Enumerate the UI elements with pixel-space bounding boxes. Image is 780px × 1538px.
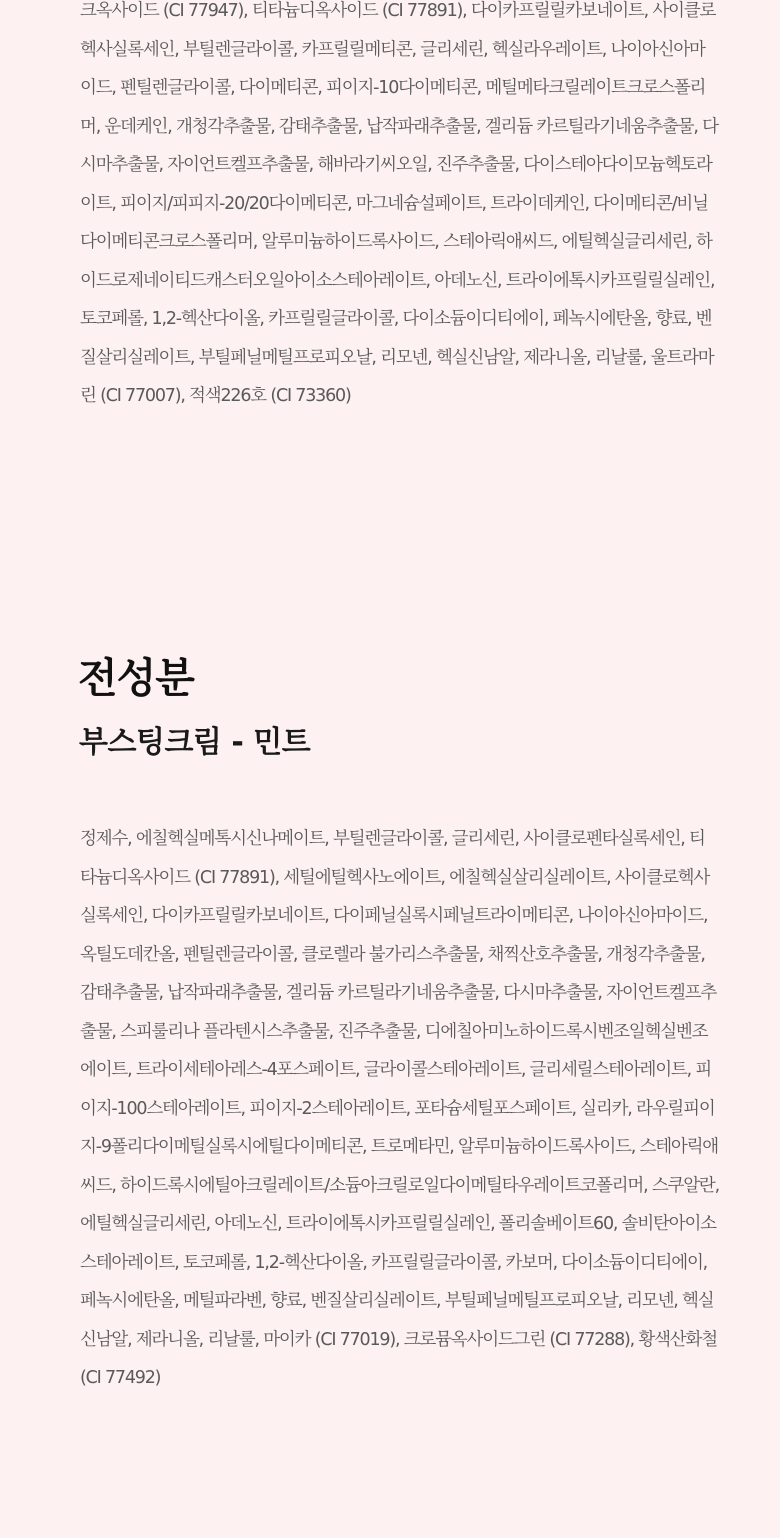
mint-cream-ingredients: 정제수, 에칠헥실메톡시신나메이트, 부틸렌글라이콜, 글리세린, 사이클로펜타실록세인, 티타늄디옥사이드 (CI 77891), 세틸에틸헥사노에이트, 에칠헥실살리실레이트, 사이클로헥사실록세인, 다이카프릴릴카보네이트, 다이페닐실록시페닐트라이메티콘, 나이아신아마이드, 옥틸도데칸올, 펜틸렌글라이콜, 클로렐라 불가리스추출물, 채찍산호추출물, 개청각추출물, 감태추출물, 납작파래추출물, 겔리듐 카르틸라기네움추출물, 다시마추출물, 자이언트켈프추출물, 스피룰리나 플라텐시스추출물, 진주추출물, 디에칠아미노하이드록시벤조일헥실벤조에이트, 트라이세테아레스-4포스페이트, 글라이콜스테아레이트, 글리세릴스테아레이트, 피이지-100스테아레이트, 피이지-2스테아레이트, 포타슘세틸포스페이트, 실리카, 라우릴피이지-9폴리다이메틸실록시에틸다이메티콘, 트로메타민, 알루미늄하이드록사이드, 스테아릭애씨드, 하이드록시에틸아크릴레이트/소듐아크릴로일다이메틸타우레이트코폴리머, 스쿠알란, 에틸헥실글리세린, 아데노신, 트라이에톡시카프릴릴실레인, 폴리솔베이트60, 솔비탄아이소스테아레이트, 토코페롤, 1,2-헥산다이올, 카프릴릴글라이콜, 카보머, 다이소듐이디티에이, 페녹시에탄올, 메틸파라벤, 향료, 벤질살리실레이트, 부틸페닐메틸프로피오날, 리모넨, 헥실신남알, 제라니올, 리날룰, 마이카 (CI 77019), 크로뮴옥사이드그린 (CI 77288), 황색산화철 (CI 77492): [80, 829, 720, 1388]
product-name: 부스팅크림 - 민트: [79, 725, 311, 760]
section-title: 전성분: [78, 654, 194, 702]
previous-product-ingredients: 크옥사이드 (CI 77947), 티타늄디옥사이드 (CI 77891), 다이카프릴릴카보네이트, 사이클로헥사실록세인, 부틸렌글라이콜, 카프릴릴메티콘, 글리세린, 헥실라우레이트, 나이아신아마이드, 펜틸렌글라이콜, 다이메티콘, 피이지-10다이메티콘, 메틸메타크릴레이트크로스폴리머, 운데케인, 개청각추출물, 감태추출물, 납작파래추출물, 겔리듐 카르틸라기네움추출물, 다시마추출물, 자이언트켈프추출물, 해바라기씨오일, 진주추출물, 다이스테아다이모늄헥토라이트, 피이지/피피지-20/20다이메티콘, 마그네슘설페이트, 트라이데케인, 다이메티콘/비닐다이메티콘크로스폴리머, 알루미늄하이드록사이드, 스테아릭애씨드, 에틸헥실글리세린, 하이드로제네이티드캐스터오일아이소스테아레이트, 아데노신, 트라이에톡시카프릴릴실레인, 토코페롤, 1,2-헥산다이올, 카프릴릴글라이콜, 다이소듐이디티에이, 페녹시에탄올, 향료, 벤질살리실레이트, 부틸페닐메틸프로피오날, 리모넨, 헥실신남알, 제라니올, 리날룰, 울트라마린 (CI 77007), 적색226호 (CI 73360): [80, 1, 718, 406]
